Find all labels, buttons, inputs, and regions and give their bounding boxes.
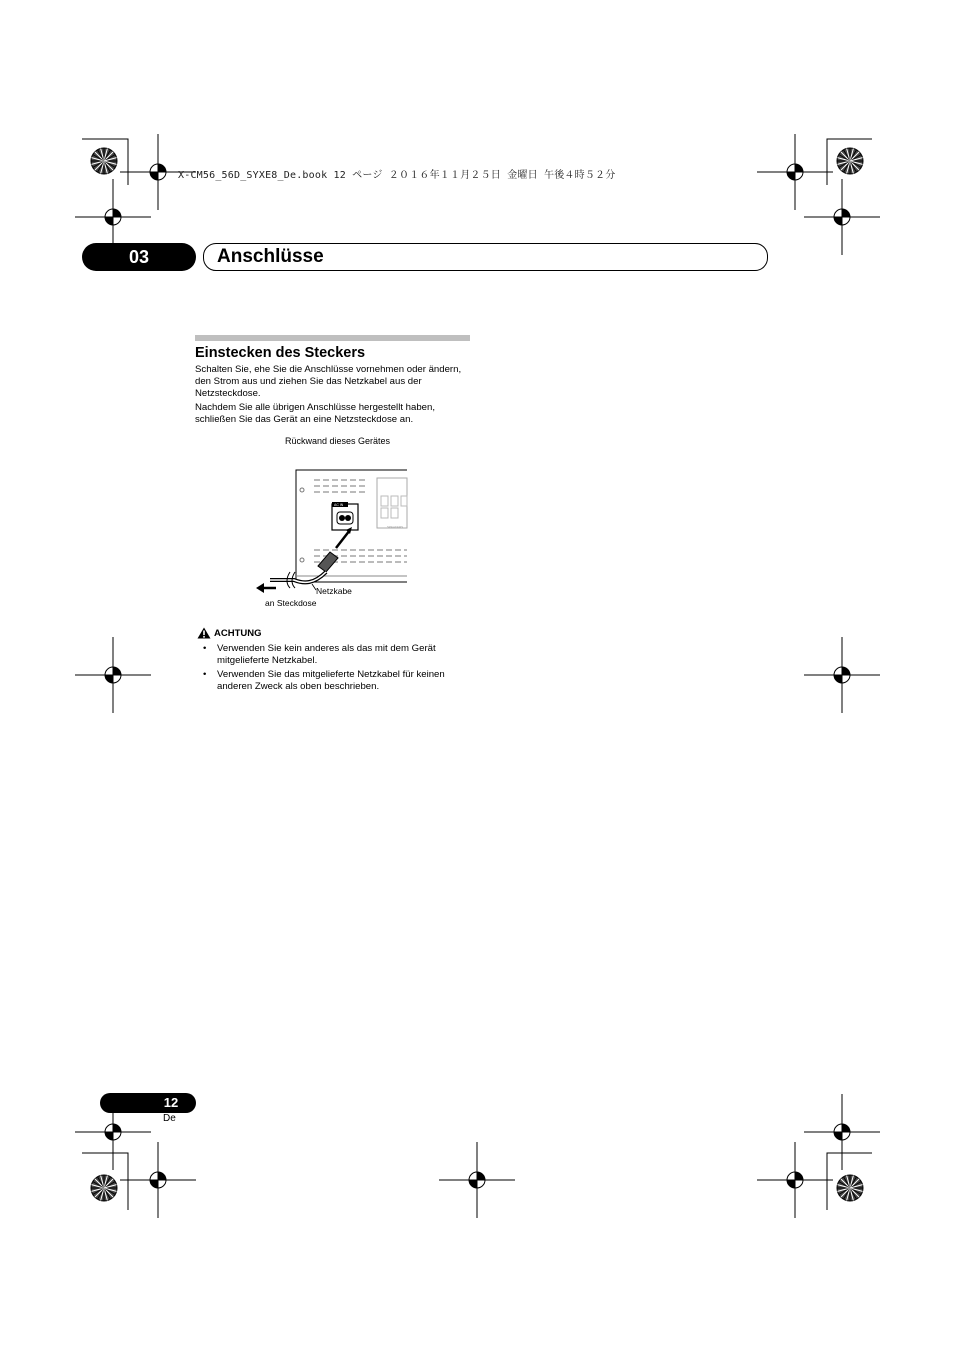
speakers-label: SPEAKERS bbox=[387, 525, 404, 529]
print-file-info: X-CM56_56D_SYXE8_De.book 12 ページ ２０１６年１１月２５日 金曜日 午後４時５２分 bbox=[178, 170, 616, 181]
power-plug bbox=[270, 552, 338, 588]
paragraph-instruction: Nachdem Sie alle übrigen Anschlüsse hergestellt haben, schließen Sie das Gerät an eine Netzsteckdose an. bbox=[195, 402, 435, 425]
registration-mark bbox=[757, 1142, 833, 1218]
caution-item: • Verwenden Sie das mitgelieferte Netzkabel für keinen anderen Zweck als oben beschrieben. bbox=[195, 669, 470, 693]
chapter-number: 03 bbox=[128, 247, 150, 267]
caution-heading-text: ACHTUNG bbox=[214, 627, 262, 639]
netzkabel-label: Netzkabe bbox=[316, 586, 352, 596]
registration-mark bbox=[120, 1142, 196, 1218]
registration-mark bbox=[75, 637, 151, 713]
caution-list bbox=[195, 643, 470, 695]
color-target bbox=[837, 148, 863, 174]
color-target bbox=[837, 1175, 863, 1201]
page-language: De bbox=[163, 1113, 176, 1124]
section-divider bbox=[195, 335, 470, 341]
warning-icon bbox=[197, 627, 211, 639]
outlet-label: an Steckdose bbox=[265, 598, 317, 608]
color-target bbox=[91, 148, 117, 174]
caution-item: • Verwenden Sie kein anderes als das mit dem Gerät mitgelieferte Netzkabel. bbox=[195, 643, 470, 667]
color-target bbox=[91, 1175, 117, 1201]
registration-mark bbox=[439, 1142, 515, 1218]
registration-mark bbox=[757, 134, 833, 210]
registration-mark bbox=[804, 179, 880, 255]
section-title: Einstecken des Steckers bbox=[195, 345, 366, 361]
page-number: 12 bbox=[163, 1095, 179, 1110]
caution-heading bbox=[197, 627, 262, 639]
arrow-to-outlet-icon bbox=[256, 583, 264, 593]
chapter-title: Anschlüsse bbox=[217, 246, 324, 267]
figure-caption: Rückwand dieses Gerätes bbox=[284, 436, 391, 446]
ac-in-label: AC IN bbox=[334, 503, 344, 507]
registration-mark bbox=[804, 637, 880, 713]
paragraph-intro: Schalten Sie, ehe Sie die Anschlüsse vornehmen oder ändern, den Strom aus und ziehen Sie das Netzkabel aus der Netzsteckdose. bbox=[195, 364, 462, 399]
registration-mark bbox=[804, 1094, 880, 1170]
